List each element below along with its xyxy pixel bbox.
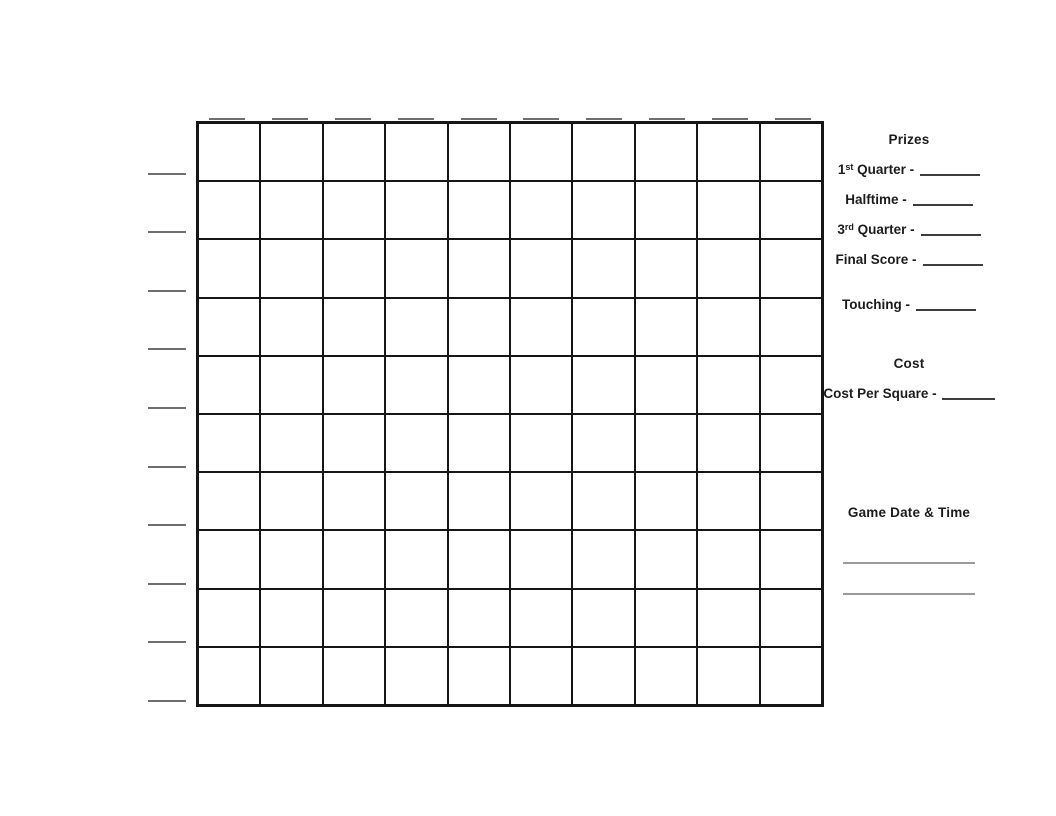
column-blank-slot <box>447 110 510 120</box>
row-number-blank[interactable] <box>148 700 186 702</box>
grid-cell[interactable] <box>323 123 385 181</box>
grid-cell[interactable] <box>697 414 759 472</box>
row-number-blank[interactable] <box>148 290 186 292</box>
grid-cell[interactable] <box>697 472 759 530</box>
column-blank-slot <box>384 110 447 120</box>
grid-cell[interactable] <box>323 647 385 705</box>
grid-cell[interactable] <box>572 647 634 705</box>
grid-cell[interactable] <box>323 181 385 239</box>
grid-cell[interactable] <box>697 530 759 588</box>
grid-cell[interactable] <box>260 298 322 356</box>
column-blank-slot <box>636 110 699 120</box>
grid-cell[interactable] <box>697 298 759 356</box>
grid-cell[interactable] <box>572 181 634 239</box>
grid-cell[interactable] <box>260 356 322 414</box>
grid-cell[interactable] <box>635 356 697 414</box>
grid-cell[interactable] <box>635 530 697 588</box>
cost-heading: Cost <box>893 356 925 371</box>
row-number-blank[interactable] <box>148 524 186 526</box>
squares-grid <box>196 121 824 707</box>
cost-per-square-label: Cost Per Square - <box>823 386 937 401</box>
row-number-blank[interactable] <box>148 641 186 643</box>
grid-cell[interactable] <box>323 589 385 647</box>
row-blank-slot <box>148 590 186 649</box>
grid-cell[interactable] <box>510 589 572 647</box>
grid-cell[interactable] <box>635 589 697 647</box>
prize-label-first-quarter: 1st Quarter - <box>837 162 915 177</box>
prize-entry-third-quarter <box>818 222 1000 238</box>
column-number-blank[interactable] <box>712 118 748 120</box>
grid-cell[interactable] <box>198 530 260 588</box>
grid-cell[interactable] <box>385 589 447 647</box>
grid-cell[interactable] <box>448 530 510 588</box>
grid-cell[interactable] <box>572 472 634 530</box>
row-blank-slot <box>148 297 186 356</box>
grid-cell[interactable] <box>448 414 510 472</box>
grid-cell[interactable] <box>635 181 697 239</box>
grid-cell[interactable] <box>760 181 822 239</box>
grid-cell[interactable] <box>697 589 759 647</box>
grid-cell[interactable] <box>635 472 697 530</box>
game-date-row <box>818 548 1000 568</box>
column-blank-slot <box>322 110 385 120</box>
final-score-prize-blank[interactable] <box>923 253 983 266</box>
grid-cell[interactable] <box>635 239 697 297</box>
column-number-blank[interactable] <box>209 118 245 120</box>
column-number-blanks <box>196 110 824 120</box>
row-blank-slot <box>148 531 186 590</box>
column-blank-slot <box>196 110 259 120</box>
grid-cell[interactable] <box>510 414 572 472</box>
grid-cell[interactable] <box>260 589 322 647</box>
column-number-blank[interactable] <box>398 118 434 120</box>
grid-cell[interactable] <box>385 356 447 414</box>
grid-cell[interactable] <box>323 414 385 472</box>
grid-cell[interactable] <box>510 123 572 181</box>
grid-cell[interactable] <box>385 298 447 356</box>
grid-cell[interactable] <box>760 472 822 530</box>
grid-cell[interactable] <box>572 298 634 356</box>
column-number-blank[interactable] <box>649 118 685 120</box>
first-quarter-prize-blank[interactable] <box>920 163 980 176</box>
grid-cell[interactable] <box>510 239 572 297</box>
grid-cell[interactable] <box>572 239 634 297</box>
column-number-blank[interactable] <box>775 118 811 120</box>
grid-cell[interactable] <box>323 298 385 356</box>
column-number-blank[interactable] <box>272 118 308 120</box>
grid-cell[interactable] <box>510 530 572 588</box>
grid-cell[interactable] <box>260 530 322 588</box>
grid-cell[interactable] <box>198 123 260 181</box>
grid-cell[interactable] <box>385 414 447 472</box>
grid-cell[interactable] <box>760 530 822 588</box>
row-blank-slot <box>148 180 186 239</box>
game-date-time-heading: Game Date & Time <box>847 505 971 520</box>
grid-cell[interactable] <box>510 647 572 705</box>
row-blank-slot <box>148 648 186 707</box>
prizes-heading: Prizes <box>888 132 930 147</box>
row-blank-slot <box>148 238 186 297</box>
row-blank-slot <box>148 121 186 180</box>
grid-cell[interactable] <box>760 298 822 356</box>
prize-label-final-score: Final Score - <box>835 252 917 267</box>
grid-cell[interactable] <box>510 472 572 530</box>
grid-cell[interactable] <box>385 472 447 530</box>
grid-cell[interactable] <box>697 647 759 705</box>
grid-cell[interactable] <box>198 356 260 414</box>
grid-cell[interactable] <box>448 123 510 181</box>
row-number-blank[interactable] <box>148 348 186 350</box>
grid-cell[interactable] <box>385 181 447 239</box>
row-number-blanks <box>148 121 186 707</box>
grid-cell[interactable] <box>572 530 634 588</box>
grid-cell[interactable] <box>260 472 322 530</box>
grid-cell[interactable] <box>635 298 697 356</box>
row-number-blank[interactable] <box>148 173 186 175</box>
row-number-blank[interactable] <box>148 583 186 585</box>
prize-entry-first-quarter <box>818 162 1000 178</box>
row-number-blank[interactable] <box>148 231 186 233</box>
prize-entry-final-score <box>818 252 1000 268</box>
column-blank-slot <box>510 110 573 120</box>
column-blank-slot <box>761 110 824 120</box>
grid-cell[interactable] <box>635 123 697 181</box>
grid-cell[interactable] <box>448 647 510 705</box>
row-blank-slot <box>148 414 186 473</box>
grid-cell[interactable] <box>198 414 260 472</box>
grid-cell[interactable] <box>697 356 759 414</box>
grid-cell[interactable] <box>448 356 510 414</box>
grid-cell[interactable] <box>572 414 634 472</box>
game-time-blank[interactable] <box>843 579 975 595</box>
grid-cell[interactable] <box>385 647 447 705</box>
grid-cell[interactable] <box>385 123 447 181</box>
grid-cell[interactable] <box>760 589 822 647</box>
grid-cell[interactable] <box>198 239 260 297</box>
grid-cell[interactable] <box>448 181 510 239</box>
grid-cell[interactable] <box>198 472 260 530</box>
grid-cell[interactable] <box>260 647 322 705</box>
grid-cell[interactable] <box>572 123 634 181</box>
grid-cell[interactable] <box>760 239 822 297</box>
game-date-blank[interactable] <box>843 548 975 564</box>
column-number-blank[interactable] <box>586 118 622 120</box>
grid-cell[interactable] <box>323 530 385 588</box>
grid-cell[interactable] <box>448 298 510 356</box>
grid-cell[interactable] <box>697 239 759 297</box>
grid-cell[interactable] <box>760 123 822 181</box>
grid-cell[interactable] <box>510 181 572 239</box>
prize-label-touching: Touching - <box>842 297 910 312</box>
grid-cell[interactable] <box>697 181 759 239</box>
prize-label-third-quarter: 3rd Quarter - <box>837 222 915 237</box>
column-number-blank[interactable] <box>335 118 371 120</box>
halftime-prize-blank[interactable] <box>913 193 973 206</box>
grid-cell[interactable] <box>448 589 510 647</box>
grid-cell[interactable] <box>323 356 385 414</box>
prize-entry-halftime <box>818 192 1000 208</box>
cost-per-square-blank[interactable] <box>942 387 995 400</box>
touching-prize-blank[interactable] <box>916 298 976 311</box>
grid-cell[interactable] <box>198 298 260 356</box>
grid-cell[interactable] <box>198 589 260 647</box>
grid-cell[interactable] <box>510 298 572 356</box>
column-blank-slot <box>698 110 761 120</box>
grid-cell[interactable] <box>760 356 822 414</box>
column-blank-slot <box>573 110 636 120</box>
grid-cell[interactable] <box>635 414 697 472</box>
column-number-blank[interactable] <box>523 118 559 120</box>
row-number-blank[interactable] <box>148 407 186 409</box>
grid-cell[interactable] <box>510 356 572 414</box>
grid-cell[interactable] <box>260 239 322 297</box>
grid-cell[interactable] <box>572 589 634 647</box>
cost-per-square-entry <box>818 386 1000 402</box>
grid-cell[interactable] <box>635 647 697 705</box>
column-number-blank[interactable] <box>461 118 497 120</box>
grid-cell[interactable] <box>260 181 322 239</box>
grid-cell[interactable] <box>198 647 260 705</box>
row-blank-slot <box>148 355 186 414</box>
prize-entry-touching <box>818 297 1000 313</box>
grid-cell[interactable] <box>572 356 634 414</box>
row-blank-slot <box>148 473 186 532</box>
game-time-row <box>818 579 1000 599</box>
grid-cell[interactable] <box>697 123 759 181</box>
grid-cell[interactable] <box>260 123 322 181</box>
grid-cell[interactable] <box>760 414 822 472</box>
grid-cell[interactable] <box>448 239 510 297</box>
grid-cell[interactable] <box>198 181 260 239</box>
grid-cell[interactable] <box>323 472 385 530</box>
grid-cell[interactable] <box>385 530 447 588</box>
grid-cell[interactable] <box>385 239 447 297</box>
third-quarter-prize-blank[interactable] <box>921 223 981 236</box>
column-blank-slot <box>259 110 322 120</box>
grid-cell[interactable] <box>760 647 822 705</box>
grid-cell[interactable] <box>448 472 510 530</box>
prize-label-halftime: Halftime - <box>845 192 907 207</box>
grid-cell[interactable] <box>260 414 322 472</box>
row-number-blank[interactable] <box>148 466 186 468</box>
grid-cell[interactable] <box>323 239 385 297</box>
